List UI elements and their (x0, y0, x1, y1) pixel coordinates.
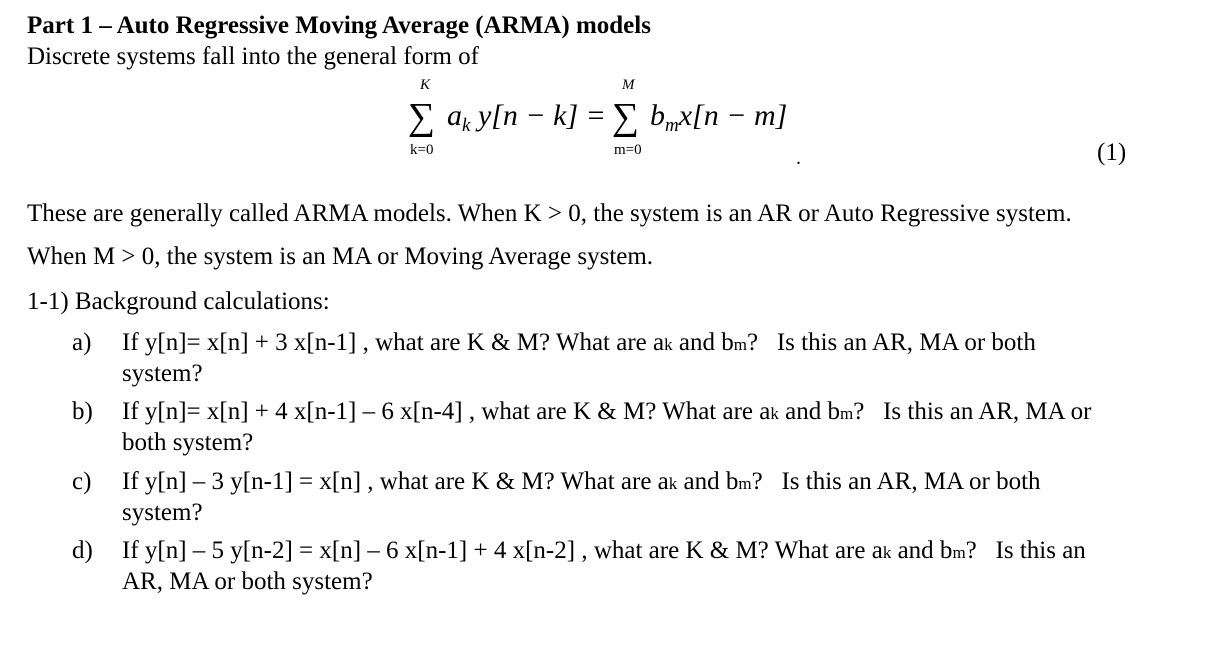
question-label: b) (72, 398, 93, 425)
question-label: a) (72, 329, 92, 356)
paragraph-ma-definition: When M > 0, the system is an MA or Moving Average system. (27, 243, 654, 270)
page-title: Part 1 – Auto Regressive Moving Average (ARMA) models (27, 12, 651, 39)
arma-equation (0, 75, 1211, 175)
question-label: d) (72, 537, 93, 564)
question-line-1: If y[n] – 3 y[n-1] = x[n] , what are K & M? What are ak and bm? Is this an AR, MA or both (122, 468, 1041, 495)
question-line-2: both system? (122, 429, 254, 456)
left-sum-upper-limit: K (420, 77, 431, 93)
question-line-2: system? (122, 499, 203, 526)
left-term: $a_k$ y[n − k] = (447, 99, 606, 136)
intro-text: Discrete systems fall into the general form of (27, 43, 479, 70)
right-sum-lower-limit: m=0 (614, 142, 642, 158)
question-line-2: AR, MA or both system? (122, 568, 373, 595)
right-term: $b_mx[n - m]$ (650, 99, 788, 136)
right-sigma-symbol: ∑ (612, 96, 640, 138)
question-label: c) (72, 468, 92, 495)
question-line-1: If y[n] – 5 y[n-2] = x[n] – 6 x[n-1] + 4 x[n-2] , what are K & M? What are ak and bm? Is this an (122, 537, 1086, 564)
question-line-1: If y[n]= x[n] + 4 x[n-1] – 6 x[n-4] , what are K & M? What are ak and bm? Is this an AR, MA or (122, 398, 1092, 425)
question-line-2: system? (122, 360, 203, 387)
left-sigma-symbol: ∑ (408, 96, 436, 138)
paragraph-ar-definition: These are generally called ARMA models. When K > 0, the system is an AR or Auto Regressive system. (27, 200, 1072, 227)
section-title: 1-1) Background calculations: (27, 288, 330, 315)
equation-trailing-dot: . (796, 147, 801, 169)
right-sum-upper-limit: M (622, 77, 635, 93)
question-line-1: If y[n]= x[n] + 3 x[n-1] , what are K & M? What are ak and bm? Is this an AR, MA or both (122, 329, 1036, 356)
equation-number: (1) (1097, 139, 1127, 166)
left-sum-lower-limit: k=0 (410, 142, 434, 158)
